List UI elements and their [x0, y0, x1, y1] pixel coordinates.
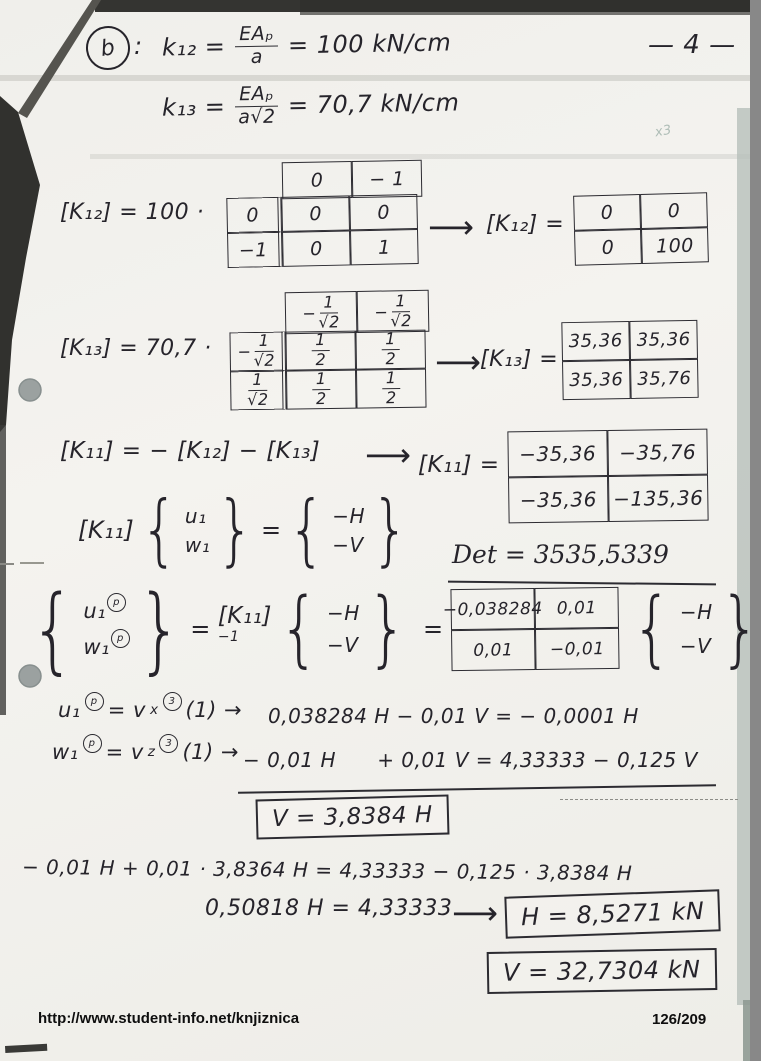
minus-v: −V: [332, 532, 364, 557]
k11-result-cell: −135,36: [608, 475, 709, 522]
num: 1: [382, 370, 401, 389]
k13-factor-header: [285, 290, 430, 335]
k13-cell: [230, 371, 287, 411]
inverse-matrix-cell: 0,01: [534, 587, 619, 629]
k12-def-numerator: EAₚ: [235, 25, 278, 48]
load-vector: [332, 504, 365, 557]
k12-factor-table: [226, 194, 418, 268]
k11-result-table: [507, 429, 708, 524]
num: 1: [255, 333, 274, 352]
right-brace: }: [136, 574, 184, 684]
w1: w₁: [184, 532, 211, 557]
k12-def-denominator: a: [250, 45, 264, 68]
sign: −: [302, 303, 317, 323]
subst-dashed-line: [560, 799, 738, 800]
sup-3: 3: [159, 734, 178, 753]
k13-arrow: ⟶: [435, 343, 482, 381]
k12-result-table: [573, 192, 709, 265]
k13-result-cell: 35,36: [562, 360, 631, 400]
left-brace: {: [140, 484, 179, 576]
num: 1: [391, 293, 410, 312]
k12-factor-header: [282, 160, 423, 199]
u1: u₁: [83, 599, 107, 623]
minus-h: −H: [679, 600, 713, 624]
equals: =: [423, 615, 444, 643]
num: 1: [319, 294, 338, 313]
k11-result-cell: −35,36: [508, 476, 609, 523]
arg-arrow: (1) →: [182, 740, 239, 764]
k11-result-cell: −35,36: [507, 430, 608, 477]
k12-result-cell: 100: [641, 227, 709, 264]
sup-p: p: [83, 734, 102, 753]
k13-def-denominator: a√2: [238, 105, 276, 129]
k12-header-cell: 0: [282, 161, 353, 199]
final-arrow: ⟶: [452, 894, 499, 932]
v-relation-box: [256, 794, 450, 839]
k12-cell: 0: [226, 197, 282, 233]
right-brace: }: [719, 580, 761, 678]
k12-definition: [162, 21, 452, 69]
left-brace: {: [278, 580, 321, 678]
den: √2: [318, 311, 340, 332]
k13-def-rhs: = 70,7 kN/cm: [287, 88, 460, 120]
v-relation-value: V = 3,8384 H: [271, 801, 434, 833]
den: √2: [247, 389, 269, 410]
right-brace: }: [366, 580, 409, 678]
k12-cell: −1: [227, 232, 283, 268]
u1: u₁: [184, 503, 207, 528]
load-vector: [680, 600, 713, 658]
num: 1: [311, 332, 330, 351]
load-vector: [327, 601, 360, 657]
num: 1: [381, 331, 400, 350]
k11-equation: [K₁₁] = − [K₁₂] − [K₁₃]: [60, 438, 321, 464]
footer-url: http://www.student-info.net/knjiznica: [38, 1010, 300, 1027]
w1: w₁: [83, 635, 110, 659]
u1: u₁: [58, 698, 81, 722]
left-brace: {: [631, 580, 673, 678]
footer-page-counter: 126/209: [652, 1011, 707, 1028]
equals: =: [190, 615, 211, 643]
h-result-value: H = 8,5271 kN: [520, 896, 705, 932]
k11-result-cell: −35,76: [607, 429, 708, 476]
margin-note: x3: [653, 122, 674, 141]
den: 2: [385, 388, 397, 408]
k13-result-cell: 35,76: [630, 359, 699, 399]
k12-cell: 0: [349, 194, 418, 230]
page-number: — 4 —: [648, 30, 736, 60]
inverse-matrix-cell: −0,038284: [450, 588, 535, 630]
subst-line1-lhs: [58, 695, 243, 722]
sign: −: [374, 301, 389, 322]
arg-arrow: (1) →: [185, 698, 243, 722]
k13-cell: [286, 370, 357, 410]
left-brace: {: [30, 574, 77, 684]
k11-arrow: ⟶: [365, 436, 412, 474]
k12-cell: 0: [282, 230, 351, 266]
k12-def-lhs: k₁₂ =: [161, 32, 226, 62]
task-colon: :: [134, 32, 143, 60]
k12-equation-lhs: [K₁₂] = 100 ·: [60, 200, 205, 225]
sign: −: [237, 342, 252, 362]
k12-cell: 1: [350, 229, 419, 265]
k12-result-cell: 0: [640, 192, 708, 229]
k13-result-cell: 35,36: [629, 320, 698, 360]
sup-p: p: [111, 629, 130, 648]
k13-definition: [162, 81, 460, 129]
right-brace: }: [216, 484, 255, 576]
h-result-box: [504, 889, 721, 938]
den: √2: [390, 310, 412, 330]
task-label: b: [99, 34, 117, 62]
k11-label: [K₁₁]: [217, 602, 272, 629]
k13-header-cell: [357, 290, 430, 333]
den: 2: [385, 349, 397, 369]
k12-result-cell: 0: [574, 229, 642, 266]
subst-line2-lhs: [52, 737, 239, 764]
k12-result-cell: 0: [573, 194, 641, 231]
k13-factor-table: [229, 330, 426, 411]
k12-def-rhs: = 100 kN/cm: [287, 28, 452, 60]
left-brace: {: [287, 484, 327, 576]
num: 1: [312, 371, 331, 390]
k13-cell: [355, 330, 426, 370]
k13-def-numerator: EAₚ: [235, 85, 278, 108]
v-result-box: [487, 948, 717, 994]
subst-line1-equation: 0,038284 H − 0,01 V = − 0,0001 H: [268, 704, 639, 728]
den: 2: [315, 350, 327, 370]
final-line1: − 0,01 H + 0,01 · 3,8364 H = 4,33333 − 0,125 · 3,8384 H: [21, 854, 633, 886]
displacement-vector-p: [83, 596, 130, 659]
minus-v: −V: [679, 634, 712, 658]
den: 2: [315, 389, 327, 409]
inverse-matrix-table: [442, 587, 619, 671]
k12-cell: 0: [281, 195, 350, 231]
k13-def-lhs: k₁₃ =: [161, 92, 226, 123]
system-lhs: [K₁₁]: [78, 516, 135, 544]
inverse-equation: [30, 574, 761, 684]
minus-h: −H: [327, 601, 360, 625]
sup-p: p: [85, 692, 104, 711]
k13-cell: [356, 369, 427, 409]
k13-def-fraction: [235, 82, 278, 129]
sub-x: x: [149, 702, 159, 718]
k12-header-cell: − 1: [352, 160, 423, 198]
k13-header-cell: [285, 291, 358, 334]
inverse-matrix-cell: 0,01: [451, 629, 536, 671]
displacement-vector: [185, 504, 210, 557]
final-line2: 0,50818 H = 4,33333: [205, 896, 453, 921]
num: 1: [248, 372, 267, 391]
k13-cell: [229, 332, 286, 372]
right-brace: }: [371, 484, 410, 576]
k12-def-fraction: [235, 22, 278, 69]
k11-inverse: [218, 603, 272, 656]
subst-line2-equation: − 0,01 H + 0,01 V = 4,33333 − 0,125 V: [243, 748, 698, 772]
k13-result-cell: 35,36: [561, 321, 630, 361]
inverse-matrix-cell: −0,01: [535, 628, 620, 670]
equals: =: [260, 516, 282, 544]
determinant-value: Det = 3535,5339: [452, 540, 669, 569]
equals-v: = v: [107, 698, 146, 722]
k13-cell: [285, 331, 356, 371]
system-equation: [78, 484, 410, 576]
w1: w₁: [52, 740, 79, 764]
minus-h: −H: [332, 503, 366, 528]
sup-3: 3: [163, 692, 182, 711]
equals-v: = v: [105, 740, 144, 764]
k13-result-table: [561, 320, 698, 400]
inverse-exponent: −1: [217, 628, 240, 645]
sup-p: p: [107, 593, 126, 612]
k12-result-label: [K₁₂] =: [486, 212, 565, 237]
minus-v: −V: [327, 633, 359, 657]
k12-arrow: ⟶: [428, 208, 475, 246]
k13-result-label: [K₁₃] =: [480, 347, 559, 372]
v-result-value: V = 32,7304 kN: [502, 955, 701, 987]
k11-result-label: [K₁₁] =: [418, 452, 500, 478]
den: √2: [253, 350, 276, 371]
sub-z: z: [147, 744, 156, 760]
k13-equation-lhs: [K₁₃] = 70,7 ·: [60, 336, 212, 361]
